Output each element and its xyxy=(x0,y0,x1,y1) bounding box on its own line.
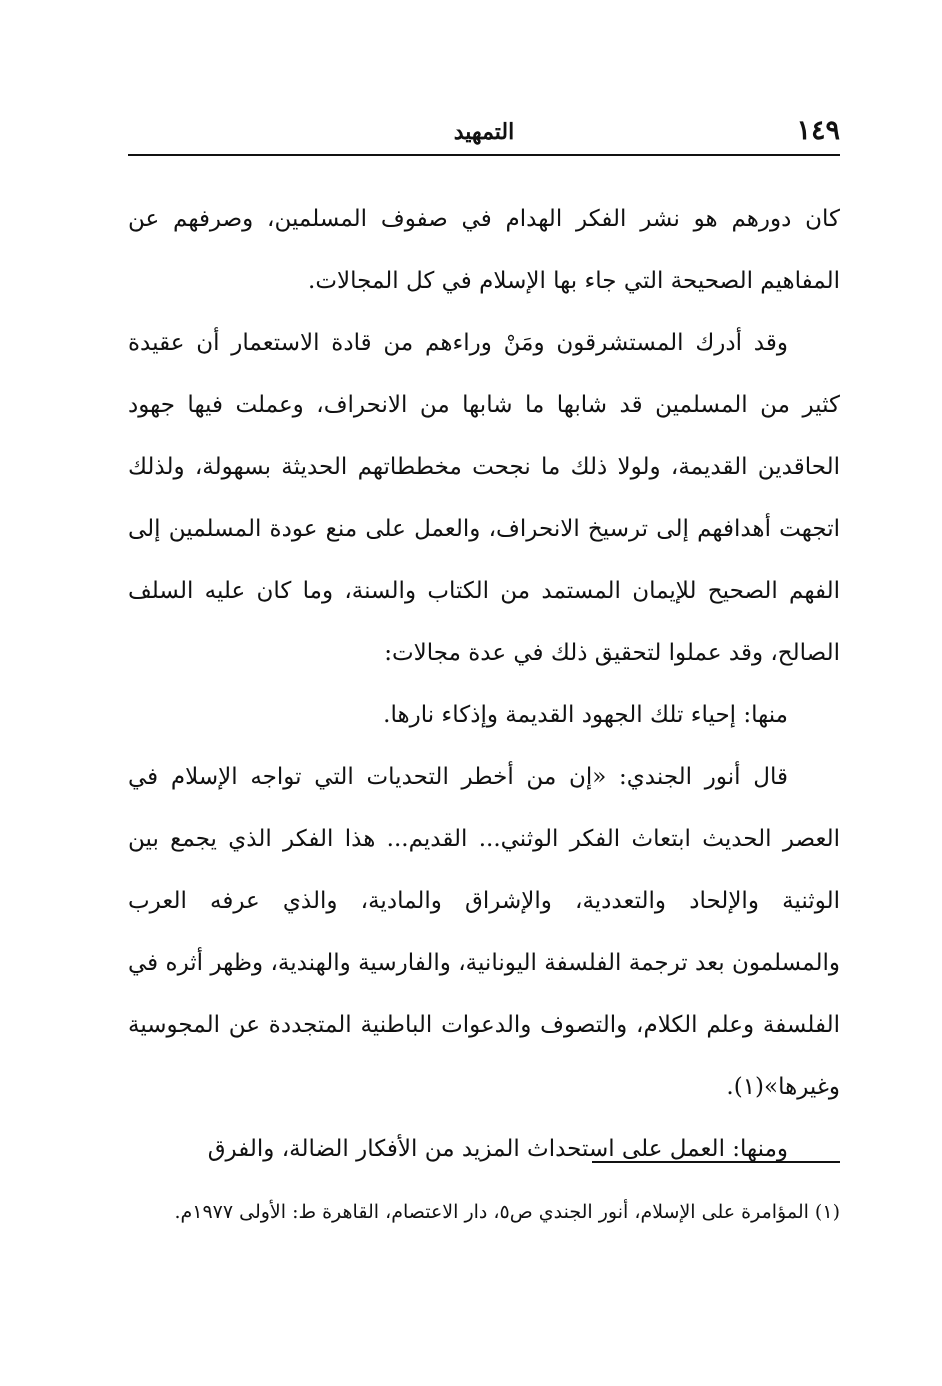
page-number: ١٤٩ xyxy=(796,115,840,146)
paragraph-2: وقد أدرك المستشرقون ومَنْ وراءهم من قادة الاستعمار أن عقيدة كثير من المسلمين قد شابها ما شابها من الانحراف، وعملت فيها جهود الحاقدين القديمة، ولولا ذلك ما نجحت مخططاتهم الحديثة بسهولة، ولذلك اتجهت أهدافهم إلى ترسيخ الانحراف، والعمل على منع عودة المسلمين إلى الفهم الصحيح للإيمان المستمد من الكتاب والسنة، وما كان عليه السلف الصالح، وقد عملوا لتحقيق ذلك في عدة مجالات: xyxy=(128,330,840,666)
footnote-1: (١) المؤامرة على الإسلام، أنور الجندي ص٥، دار الاعتصام، القاهرة ط: الأولى ١٩٧٧م. xyxy=(174,1201,840,1223)
paragraph-4: قال أنور الجندي: «إن من أخطر التحديات التي تواجه الإسلام في العصر الحديث ابتعاث الفكر الوثني... القديم... هذا الفكر الذي يجمع بين الوثنية والإلحاد والتعددية، والإشراق والمادية، والذي عرفه العرب والمسلمون بعد ترجمة الفلسفة اليونانية، والفارسية والهندية، وظهر أثره في الفلسفة وعلم الكلام، والتصوف والدعوات الباطنية المتجددة عن المجوسية وغيرها»(١). xyxy=(128,764,840,1100)
header-rule xyxy=(128,154,840,156)
footnote-rule xyxy=(592,1161,840,1163)
paragraph-5: ومنها: العمل على استحداث المزيد من الأفكار الضالة، والفرق xyxy=(207,1136,788,1162)
running-title: التمهيد xyxy=(453,119,515,145)
body-text xyxy=(128,188,840,1180)
page-header xyxy=(128,112,840,156)
footnotes xyxy=(128,1184,840,1240)
paragraph-1: كان دورهم هو نشر الفكر الهدام في صفوف المسلمين، وصرفهم عن المفاهيم الصحيحة التي جاء بها الإسلام في كل المجالات. xyxy=(128,206,840,294)
paragraph-3: منها: إحياء تلك الجهود القديمة وإذكاء نارها. xyxy=(383,702,788,728)
